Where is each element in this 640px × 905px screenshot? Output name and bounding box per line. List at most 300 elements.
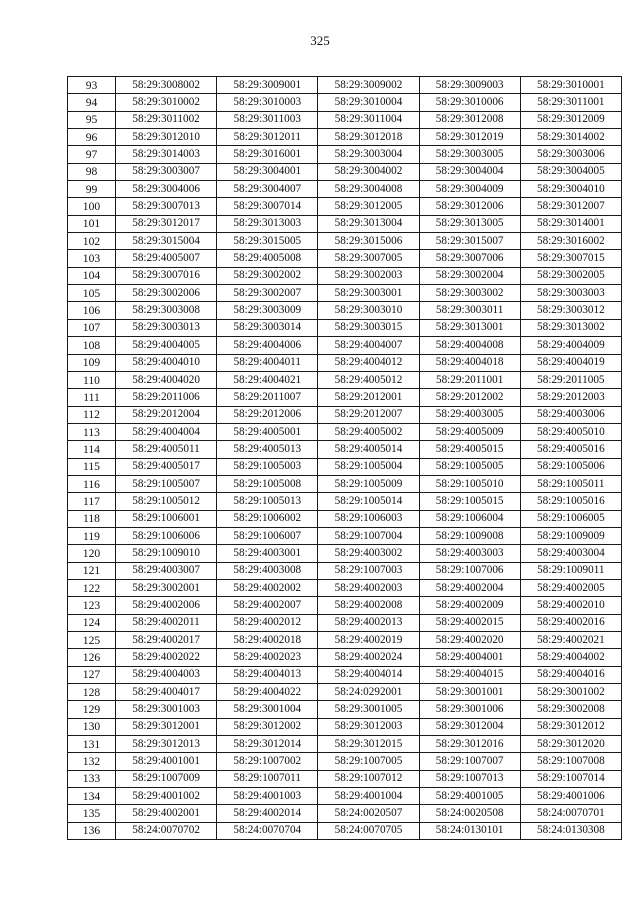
table-row	[68, 545, 622, 562]
table-row	[68, 510, 622, 527]
cadastral-number-cell: 58:29:1006003	[318, 510, 419, 527]
cadastral-number-cell: 58:29:4005013	[217, 441, 318, 458]
cadastral-number-cell: 58:29:1007002	[217, 753, 318, 770]
table-row	[68, 181, 622, 198]
cadastral-number-cell: 58:29:4005007	[116, 250, 217, 267]
row-number-cell: 133	[68, 770, 116, 787]
cadastral-number-cell: 58:24:0070702	[116, 822, 217, 839]
cadastral-number-cell: 58:29:1005012	[116, 493, 217, 510]
cadastral-number-cell: 58:24:0070701	[520, 805, 621, 822]
table-row	[68, 198, 622, 215]
cadastral-number-cell: 58:29:3012018	[318, 129, 419, 146]
cadastral-number-cell: 58:29:3013002	[520, 319, 621, 336]
cadastral-number-cell: 58:29:3007013	[116, 198, 217, 215]
cadastral-number-cell: 58:29:3004010	[520, 181, 621, 198]
cadastral-number-cell: 58:29:3003009	[217, 302, 318, 319]
cadastral-number-cell: 58:29:4004013	[217, 666, 318, 683]
cadastral-number-cell: 58:24:0020508	[419, 805, 520, 822]
cadastral-number-cell: 58:29:4004020	[116, 371, 217, 388]
cadastral-number-cell: 58:29:3002003	[318, 267, 419, 284]
row-number-cell: 109	[68, 354, 116, 371]
cadastral-number-cell: 58:29:4003007	[116, 562, 217, 579]
cadastral-number-cell: 58:29:1009011	[520, 562, 621, 579]
cadastral-number-cell: 58:29:3012001	[116, 718, 217, 735]
cadastral-number-cell: 58:29:3003011	[419, 302, 520, 319]
cadastral-number-cell: 58:29:3003008	[116, 302, 217, 319]
cadastral-number-cell: 58:29:4004022	[217, 684, 318, 701]
cadastral-number-cell: 58:29:3001005	[318, 701, 419, 718]
cadastral-number-cell: 58:29:3003004	[318, 146, 419, 163]
cadastral-number-cell: 58:29:3003013	[116, 319, 217, 336]
cadastral-number-cell: 58:29:4004017	[116, 684, 217, 701]
cadastral-number-cell: 58:24:0130101	[419, 822, 520, 839]
cadastral-number-cell: 58:29:4005011	[116, 441, 217, 458]
row-number-cell: 124	[68, 614, 116, 631]
row-number-cell: 121	[68, 562, 116, 579]
table-row	[68, 146, 622, 163]
row-number-cell: 95	[68, 111, 116, 128]
row-number-cell: 103	[68, 250, 116, 267]
cadastral-number-cell: 58:29:4004004	[116, 423, 217, 440]
cadastral-number-cell: 58:29:4002013	[318, 614, 419, 631]
cadastral-number-cell: 58:29:1007014	[520, 770, 621, 787]
cadastral-table-container	[67, 76, 621, 840]
cadastral-number-cell: 58:29:1009008	[419, 527, 520, 544]
cadastral-number-cell: 58:29:4001006	[520, 788, 621, 805]
cadastral-number-cell: 58:29:4004019	[520, 354, 621, 371]
cadastral-number-cell: 58:29:3013004	[318, 215, 419, 232]
cadastral-number-cell: 58:29:3007015	[520, 250, 621, 267]
row-number-cell: 111	[68, 389, 116, 406]
cadastral-number-cell: 58:29:3014003	[116, 146, 217, 163]
cadastral-number-cell: 58:29:4005016	[520, 441, 621, 458]
cadastral-number-cell: 58:29:3001001	[419, 684, 520, 701]
row-number-cell: 136	[68, 822, 116, 839]
row-number-cell: 135	[68, 805, 116, 822]
cadastral-number-cell: 58:29:4002014	[217, 805, 318, 822]
cadastral-number-cell: 58:29:2012007	[318, 406, 419, 423]
table-row	[68, 493, 622, 510]
table-row	[68, 632, 622, 649]
cadastral-number-cell: 58:29:3007016	[116, 267, 217, 284]
cadastral-number-cell: 58:29:4002016	[520, 614, 621, 631]
cadastral-number-cell: 58:29:1005013	[217, 493, 318, 510]
cadastral-number-cell: 58:29:3004005	[520, 163, 621, 180]
row-number-cell: 126	[68, 649, 116, 666]
cadastral-number-cell: 58:29:3014001	[520, 215, 621, 232]
table-row	[68, 805, 622, 822]
cadastral-number-cell: 58:29:3011001	[520, 94, 621, 111]
cadastral-number-cell: 58:29:4001005	[419, 788, 520, 805]
cadastral-number-cell: 58:29:3007006	[419, 250, 520, 267]
cadastral-number-cell: 58:29:3012011	[217, 129, 318, 146]
cadastral-number-cell: 58:29:4002015	[419, 614, 520, 631]
cadastral-number-cell: 58:29:3012020	[520, 736, 621, 753]
cadastral-number-cell: 58:29:3007014	[217, 198, 318, 215]
cadastral-number-cell: 58:29:4002012	[217, 614, 318, 631]
cadastral-number-cell: 58:29:2011006	[116, 389, 217, 406]
cadastral-number-cell: 58:29:3012002	[217, 718, 318, 735]
cadastral-number-cell: 58:29:3010006	[419, 94, 520, 111]
table-row	[68, 718, 622, 735]
cadastral-number-cell: 58:29:1005004	[318, 458, 419, 475]
row-number-cell: 120	[68, 545, 116, 562]
cadastral-number-cell: 58:29:3012010	[116, 129, 217, 146]
cadastral-number-cell: 58:29:3002006	[116, 285, 217, 302]
table-row	[68, 666, 622, 683]
cadastral-number-cell: 58:29:4004006	[217, 337, 318, 354]
cadastral-number-cell: 58:29:3012012	[520, 718, 621, 735]
cadastral-number-cell: 58:29:1005011	[520, 475, 621, 492]
table-row	[68, 77, 622, 94]
cadastral-number-cell: 58:29:4005014	[318, 441, 419, 458]
cadastral-number-cell: 58:29:4002017	[116, 632, 217, 649]
cadastral-number-cell: 58:29:3012008	[419, 111, 520, 128]
cadastral-number-cell: 58:29:3001004	[217, 701, 318, 718]
cadastral-number-cell: 58:29:3012014	[217, 736, 318, 753]
table-row	[68, 822, 622, 839]
cadastral-number-cell: 58:29:3015007	[419, 233, 520, 250]
table-row	[68, 371, 622, 388]
cadastral-number-cell: 58:29:3003014	[217, 319, 318, 336]
cadastral-number-cell: 58:29:2012002	[419, 389, 520, 406]
cadastral-number-cell: 58:29:4003008	[217, 562, 318, 579]
cadastral-number-cell: 58:29:1007006	[419, 562, 520, 579]
cadastral-number-cell: 58:29:4002006	[116, 597, 217, 614]
row-number-cell: 123	[68, 597, 116, 614]
cadastral-number-cell: 58:29:4005017	[116, 458, 217, 475]
table-row	[68, 458, 622, 475]
cadastral-number-cell: 58:29:4005012	[318, 371, 419, 388]
cadastral-number-cell: 58:29:3012009	[520, 111, 621, 128]
cadastral-number-cell: 58:29:4002010	[520, 597, 621, 614]
cadastral-number-cell: 58:29:3012007	[520, 198, 621, 215]
cadastral-number-cell: 58:29:4004016	[520, 666, 621, 683]
cadastral-number-cell: 58:29:4004005	[116, 337, 217, 354]
cadastral-number-cell: 58:29:3004001	[217, 163, 318, 180]
row-number-cell: 96	[68, 129, 116, 146]
row-number-cell: 119	[68, 527, 116, 544]
table-row	[68, 684, 622, 701]
cadastral-number-cell: 58:29:1006005	[520, 510, 621, 527]
row-number-cell: 129	[68, 701, 116, 718]
table-body	[68, 77, 622, 840]
row-number-cell: 107	[68, 319, 116, 336]
cadastral-number-cell: 58:29:4002003	[318, 579, 419, 596]
cadastral-number-cell: 58:29:3003005	[419, 146, 520, 163]
cadastral-number-cell: 58:29:3001006	[419, 701, 520, 718]
cadastral-number-cell: 58:29:3012004	[419, 718, 520, 735]
cadastral-number-cell: 58:29:1007011	[217, 770, 318, 787]
row-number-cell: 118	[68, 510, 116, 527]
cadastral-number-cell: 58:29:4003006	[520, 406, 621, 423]
cadastral-number-cell: 58:29:4002004	[419, 579, 520, 596]
cadastral-number-cell: 58:29:4003003	[419, 545, 520, 562]
row-number-cell: 105	[68, 285, 116, 302]
cadastral-number-cell: 58:24:0020507	[318, 805, 419, 822]
row-number-cell: 115	[68, 458, 116, 475]
cadastral-number-cell: 58:29:1005003	[217, 458, 318, 475]
cadastral-number-cell: 58:29:4001002	[116, 788, 217, 805]
cadastral-number-cell: 58:29:3016002	[520, 233, 621, 250]
cadastral-number-cell: 58:29:3007005	[318, 250, 419, 267]
row-number-cell: 116	[68, 475, 116, 492]
table-row	[68, 111, 622, 128]
row-number-cell: 98	[68, 163, 116, 180]
cadastral-number-cell: 58:29:4004014	[318, 666, 419, 683]
table-row	[68, 129, 622, 146]
cadastral-number-cell: 58:29:4004009	[520, 337, 621, 354]
cadastral-number-cell: 58:29:3002005	[520, 267, 621, 284]
cadastral-number-cell: 58:29:1005009	[318, 475, 419, 492]
cadastral-number-cell: 58:29:4004012	[318, 354, 419, 371]
row-number-cell: 108	[68, 337, 116, 354]
table-row	[68, 441, 622, 458]
table-row	[68, 285, 622, 302]
row-number-cell: 114	[68, 441, 116, 458]
table-row	[68, 94, 622, 111]
cadastral-number-cell: 58:29:4003001	[217, 545, 318, 562]
cadastral-number-cell: 58:29:1005016	[520, 493, 621, 510]
cadastral-number-cell: 58:29:1006007	[217, 527, 318, 544]
row-number-cell: 94	[68, 94, 116, 111]
cadastral-number-cell: 58:29:1005010	[419, 475, 520, 492]
cadastral-number-cell: 58:29:1007005	[318, 753, 419, 770]
table-row	[68, 770, 622, 787]
table-row	[68, 753, 622, 770]
cadastral-number-cell: 58:24:0130308	[520, 822, 621, 839]
table-row	[68, 788, 622, 805]
cadastral-number-cell: 58:29:3003012	[520, 302, 621, 319]
cadastral-number-cell: 58:29:3012015	[318, 736, 419, 753]
cadastral-number-cell: 58:29:4004007	[318, 337, 419, 354]
cadastral-number-cell: 58:29:4002008	[318, 597, 419, 614]
table-row	[68, 579, 622, 596]
table-row	[68, 597, 622, 614]
row-number-cell: 93	[68, 77, 116, 94]
table-row	[68, 614, 622, 631]
cadastral-number-cell: 58:29:3012016	[419, 736, 520, 753]
cadastral-number-cell: 58:29:3002002	[217, 267, 318, 284]
cadastral-number-cell: 58:29:3004008	[318, 181, 419, 198]
cadastral-number-cell: 58:29:4002022	[116, 649, 217, 666]
cadastral-number-cell: 58:29:3012003	[318, 718, 419, 735]
row-number-cell: 127	[68, 666, 116, 683]
cadastral-number-cell: 58:29:3009003	[419, 77, 520, 94]
table-row	[68, 302, 622, 319]
cadastral-number-cell: 58:29:2011001	[419, 371, 520, 388]
cadastral-number-cell: 58:29:3010004	[318, 94, 419, 111]
cadastral-number-cell: 58:29:1009009	[520, 527, 621, 544]
cadastral-number-cell: 58:29:4004008	[419, 337, 520, 354]
cadastral-number-cell: 58:29:4004011	[217, 354, 318, 371]
row-number-cell: 131	[68, 736, 116, 753]
cadastral-number-cell: 58:29:3010002	[116, 94, 217, 111]
table-row	[68, 389, 622, 406]
cadastral-number-cell: 58:29:3003002	[419, 285, 520, 302]
cadastral-number-cell: 58:29:1007012	[318, 770, 419, 787]
row-number-cell: 97	[68, 146, 116, 163]
cadastral-number-cell: 58:29:2012001	[318, 389, 419, 406]
cadastral-number-cell: 58:29:3014002	[520, 129, 621, 146]
cadastral-number-cell: 58:29:3010001	[520, 77, 621, 94]
cadastral-number-cell: 58:29:1006001	[116, 510, 217, 527]
cadastral-number-cell: 58:29:1007008	[520, 753, 621, 770]
cadastral-number-cell: 58:29:3008002	[116, 77, 217, 94]
cadastral-number-cell: 58:29:3001003	[116, 701, 217, 718]
cadastral-number-cell: 58:29:3004007	[217, 181, 318, 198]
table-row	[68, 250, 622, 267]
row-number-cell: 102	[68, 233, 116, 250]
cadastral-number-cell: 58:29:4005002	[318, 423, 419, 440]
cadastral-number-cell: 58:29:4003004	[520, 545, 621, 562]
cadastral-number-cell: 58:29:2012006	[217, 406, 318, 423]
cadastral-number-cell: 58:29:4005001	[217, 423, 318, 440]
table-row	[68, 701, 622, 718]
row-number-cell: 100	[68, 198, 116, 215]
cadastral-number-cell: 58:29:1007009	[116, 770, 217, 787]
cadastral-number-cell: 58:29:1005015	[419, 493, 520, 510]
cadastral-number-cell: 58:29:1007004	[318, 527, 419, 544]
row-number-cell: 130	[68, 718, 116, 735]
table-row	[68, 475, 622, 492]
cadastral-number-cell: 58:29:4004021	[217, 371, 318, 388]
cadastral-number-cell: 58:29:3012006	[419, 198, 520, 215]
cadastral-number-cell: 58:24:0070704	[217, 822, 318, 839]
cadastral-number-cell: 58:29:4002011	[116, 614, 217, 631]
cadastral-number-cell: 58:29:4005008	[217, 250, 318, 267]
cadastral-number-cell: 58:29:3004004	[419, 163, 520, 180]
cadastral-number-cell: 58:29:4002023	[217, 649, 318, 666]
row-number-cell: 122	[68, 579, 116, 596]
cadastral-number-cell: 58:29:1007013	[419, 770, 520, 787]
cadastral-number-cell: 58:29:2011005	[520, 371, 621, 388]
cadastral-number-cell: 58:29:1005005	[419, 458, 520, 475]
cadastral-number-cell: 58:29:3003015	[318, 319, 419, 336]
table-row	[68, 406, 622, 423]
cadastral-number-cell: 58:29:1005006	[520, 458, 621, 475]
table-row	[68, 562, 622, 579]
row-number-cell: 112	[68, 406, 116, 423]
row-number-cell: 134	[68, 788, 116, 805]
cadastral-number-cell: 58:29:4005009	[419, 423, 520, 440]
cadastral-number-cell: 58:24:0292001	[318, 684, 419, 701]
row-number-cell: 117	[68, 493, 116, 510]
table-row	[68, 354, 622, 371]
cadastral-number-cell: 58:29:4004010	[116, 354, 217, 371]
table-row	[68, 736, 622, 753]
cadastral-number-cell: 58:29:3001002	[520, 684, 621, 701]
cadastral-number-cell: 58:29:1005007	[116, 475, 217, 492]
row-number-cell: 113	[68, 423, 116, 440]
cadastral-number-cell: 58:29:3002001	[116, 579, 217, 596]
cadastral-number-cell: 58:29:3012019	[419, 129, 520, 146]
cadastral-number-cell: 58:29:2012004	[116, 406, 217, 423]
cadastral-number-cell: 58:29:3012013	[116, 736, 217, 753]
table-row	[68, 215, 622, 232]
table-row	[68, 233, 622, 250]
cadastral-number-cell: 58:29:4002024	[318, 649, 419, 666]
cadastral-number-cell: 58:29:1006002	[217, 510, 318, 527]
cadastral-number-cell: 58:29:3010003	[217, 94, 318, 111]
cadastral-number-cell: 58:29:3004002	[318, 163, 419, 180]
cadastral-number-cell: 58:29:4004001	[419, 649, 520, 666]
cadastral-number-cell: 58:29:3013003	[217, 215, 318, 232]
cadastral-number-cell: 58:29:4002005	[520, 579, 621, 596]
cadastral-number-cell: 58:29:4002007	[217, 597, 318, 614]
cadastral-number-cell: 58:29:3003006	[520, 146, 621, 163]
cadastral-number-cell: 58:29:3009002	[318, 77, 419, 94]
cadastral-number-cell: 58:29:1006006	[116, 527, 217, 544]
cadastral-number-cell: 58:29:1007003	[318, 562, 419, 579]
cadastral-number-cell: 58:29:3002004	[419, 267, 520, 284]
row-number-cell: 106	[68, 302, 116, 319]
cadastral-number-cell: 58:29:4003002	[318, 545, 419, 562]
cadastral-number-cell: 58:29:4002001	[116, 805, 217, 822]
cadastral-number-cell: 58:29:3004006	[116, 181, 217, 198]
cadastral-number-cell: 58:29:3015006	[318, 233, 419, 250]
cadastral-number-cell: 58:29:3016001	[217, 146, 318, 163]
row-number-cell: 101	[68, 215, 116, 232]
cadastral-number-cell: 58:29:3013005	[419, 215, 520, 232]
cadastral-number-cell: 58:29:3011002	[116, 111, 217, 128]
row-number-cell: 110	[68, 371, 116, 388]
cadastral-number-cell: 58:29:3012017	[116, 215, 217, 232]
cadastral-number-cell: 58:29:1005008	[217, 475, 318, 492]
cadastral-number-cell: 58:29:3012005	[318, 198, 419, 215]
cadastral-number-cell: 58:29:4002018	[217, 632, 318, 649]
cadastral-number-cell: 58:29:4004002	[520, 649, 621, 666]
table-row	[68, 267, 622, 284]
cadastral-number-cell: 58:29:4002021	[520, 632, 621, 649]
cadastral-number-cell: 58:29:4003005	[419, 406, 520, 423]
cadastral-number-cell: 58:29:4002002	[217, 579, 318, 596]
cadastral-number-cell: 58:29:4001001	[116, 753, 217, 770]
cadastral-number-cell: 58:29:3002007	[217, 285, 318, 302]
table-row	[68, 649, 622, 666]
cadastral-number-cell: 58:29:3011004	[318, 111, 419, 128]
cadastral-number-cell: 58:29:4005015	[419, 441, 520, 458]
cadastral-number-cell: 58:29:3011003	[217, 111, 318, 128]
table-row	[68, 423, 622, 440]
cadastral-number-cell: 58:29:3003007	[116, 163, 217, 180]
cadastral-number-cell: 58:29:3013001	[419, 319, 520, 336]
row-number-cell: 125	[68, 632, 116, 649]
cadastral-number-cell: 58:29:4002020	[419, 632, 520, 649]
cadastral-number-cell: 58:29:3015005	[217, 233, 318, 250]
cadastral-number-cell: 58:29:1005014	[318, 493, 419, 510]
row-number-cell: 99	[68, 181, 116, 198]
row-number-cell: 132	[68, 753, 116, 770]
cadastral-number-cell: 58:29:1009010	[116, 545, 217, 562]
cadastral-number-cell: 58:29:3004009	[419, 181, 520, 198]
cadastral-number-cell: 58:29:4002009	[419, 597, 520, 614]
cadastral-number-cell: 58:29:4004018	[419, 354, 520, 371]
cadastral-number-cell: 58:29:4002019	[318, 632, 419, 649]
table-row	[68, 163, 622, 180]
cadastral-number-cell: 58:29:4004003	[116, 666, 217, 683]
cadastral-table	[67, 76, 622, 840]
cadastral-number-cell: 58:29:1007007	[419, 753, 520, 770]
cadastral-number-cell: 58:29:1006004	[419, 510, 520, 527]
cadastral-number-cell: 58:29:4005010	[520, 423, 621, 440]
cadastral-number-cell: 58:29:4004015	[419, 666, 520, 683]
row-number-cell: 128	[68, 684, 116, 701]
cadastral-number-cell: 58:29:3003001	[318, 285, 419, 302]
table-row	[68, 319, 622, 336]
cadastral-number-cell: 58:29:3009001	[217, 77, 318, 94]
cadastral-number-cell: 58:24:0070705	[318, 822, 419, 839]
